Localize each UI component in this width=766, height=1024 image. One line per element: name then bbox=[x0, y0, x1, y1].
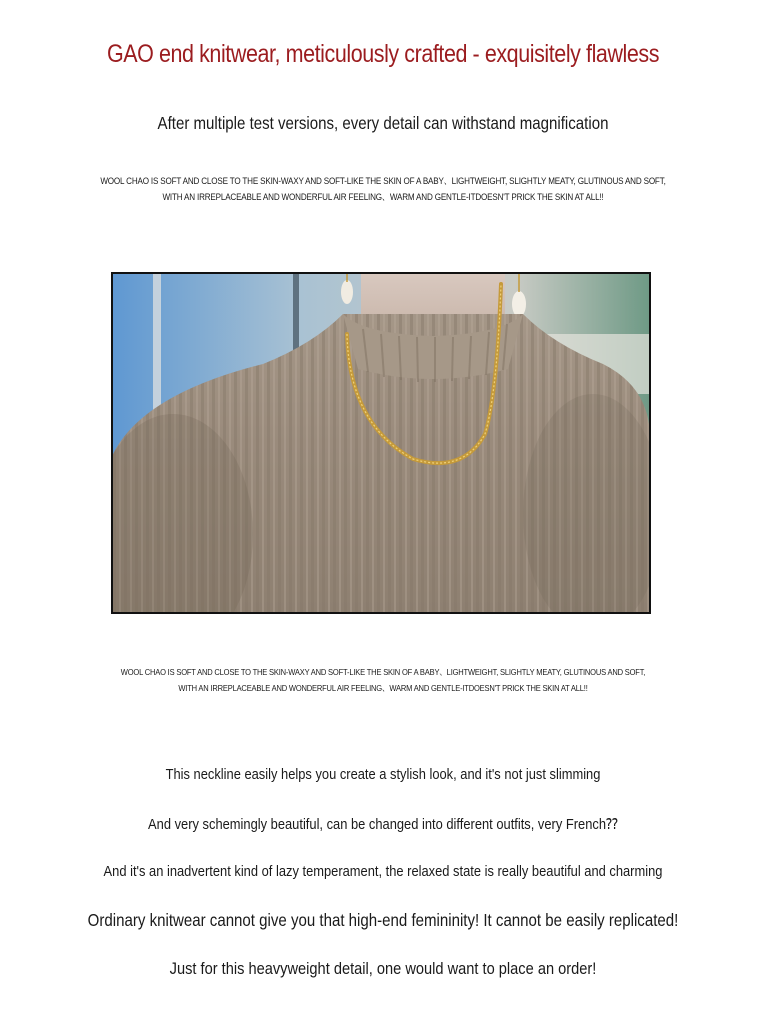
description-top-line-1: WOOL CHAO IS SOFT AND CLOSE TO THE SKIN-WAXY AND SOFT-LIKE THE SKIN OF A BABY、LIGHTWEIGHT, SLIGHTLY MEATY, GLUTINOUS AND SOFT, bbox=[100, 176, 666, 186]
sweater-neckline-image bbox=[113, 274, 649, 612]
body-line-4: Ordinary knitwear cannot give you that high-end femininity! It cannot be easily replicated! bbox=[87, 910, 679, 930]
description-top bbox=[0, 173, 766, 205]
product-photo bbox=[111, 272, 651, 614]
body-line-1: This neckline easily helps you create a stylish look, and it's not just slimming bbox=[165, 766, 601, 783]
page-headline: GAO end knitwear, meticulously crafted - exquisitely flawless bbox=[106, 40, 660, 68]
body-line-5: Just for this heavyweight detail, one would want to place an order! bbox=[169, 959, 597, 978]
page-subheadline: After multiple test versions, every detail can withstand magnification bbox=[157, 113, 609, 133]
body-line-3: And it's an inadvertent kind of lazy temperament, the relaxed state is really beautiful and charming bbox=[103, 863, 663, 880]
description-bottom bbox=[0, 664, 766, 696]
description-bottom-line-1: WOOL CHAO IS SOFT AND CLOSE TO THE SKIN-WAXY AND SOFT-LIKE THE SKIN OF A BABY、LIGHTWEIGHT, SLIGHTLY MEATY, GLUTINOUS AND SOFT, bbox=[120, 667, 646, 677]
description-bottom-line-2: WITH AN IRREPLACEABLE AND WONDERFUL AIR FEELING、WARM AND GENTLE-ITDOESN'T PRICK THE SKIN AT ALL!! bbox=[178, 683, 588, 693]
body-line-2: And very schemingly beautiful, can be changed into different outfits, very French⁇ bbox=[148, 816, 618, 833]
description-top-line-2: WITH AN IRREPLACEABLE AND WONDERFUL AIR FEELING、WARM AND GENTLE-ITDOESN'T PRICK THE SKIN AT ALL!! bbox=[162, 192, 604, 202]
